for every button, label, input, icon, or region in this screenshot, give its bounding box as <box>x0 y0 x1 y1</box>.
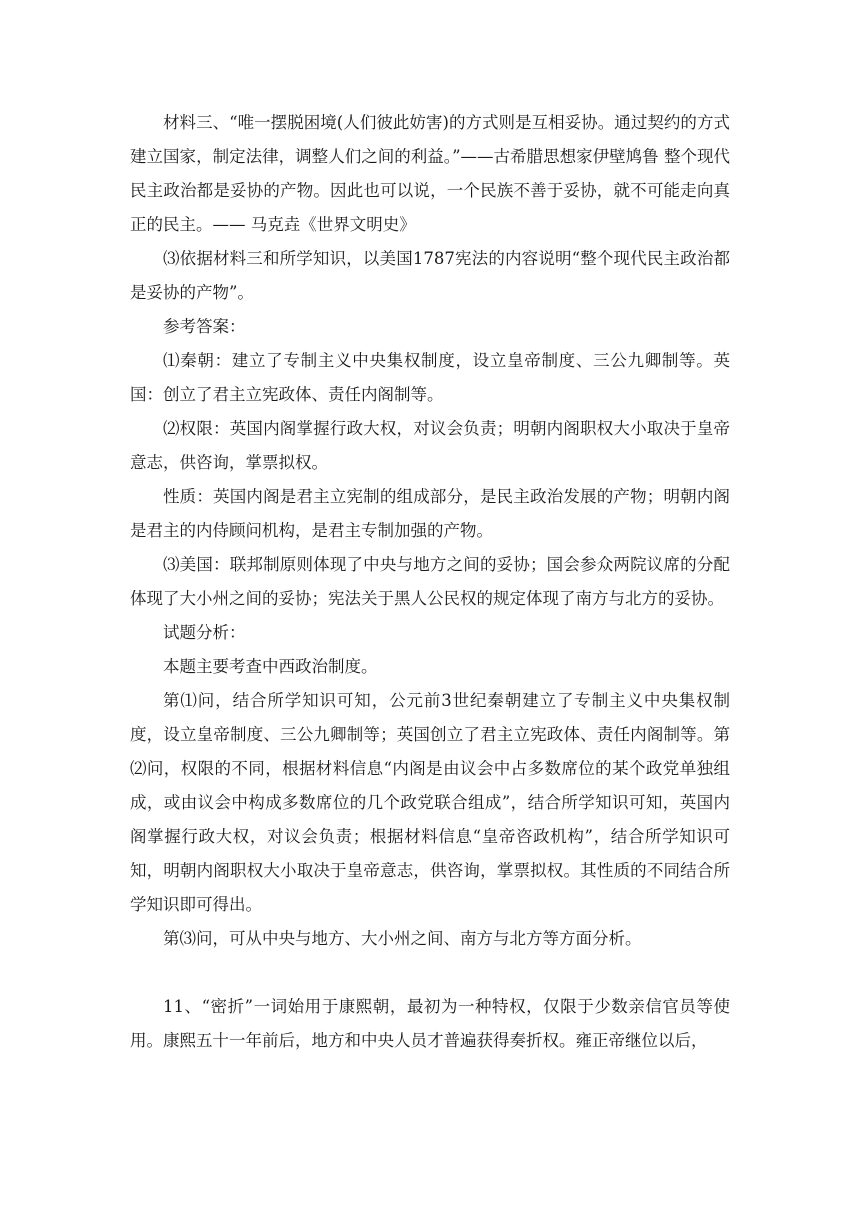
analysis-intro-paragraph: 本题主要考查中西政治制度。 <box>163 657 378 676</box>
analysis-body-paragraph: 第⑴问，结合所学知识可知，公元前3世纪秦朝建立了专制主义中央集权制度，设立皇帝制度、三公九卿制等；英国创立了君主立宪政体、责任内阁制等。第⑵问，权限的不同，根据材料信息“内阁是由议会中占多数席位的某个政党单独组成，或由议会中构成多数席位的几个政党联合组成”，结合所学知识可知，英国内阁掌握行政大权，对议会负责；根据材料信息“皇帝咨政机构”，结合所学知识可知，明朝内阁职权大小取决于皇帝意志，供咨询，掌票拟权。其性质的不同结合所学知识即可得出。 <box>130 691 730 914</box>
answer-two-nature-paragraph: 性质：英国内阁是君主立宪制的组成部分，是民主政治发展的产物；明朝内阁是君主的内侍顾问机构，是君主专制加强的产物。 <box>130 487 730 540</box>
analysis-question-three-paragraph: 第⑶问，可从中央与地方、大小州之间、南方与北方等方面分析。 <box>163 929 642 948</box>
answer-two-authority-paragraph: ⑵权限：英国内阁掌握行政大权，对议会负责；明朝内阁职权大小取决于皇帝意志，供咨询，掌票拟权。 <box>130 419 730 472</box>
document-body <box>130 106 730 1058</box>
analysis-heading: 试题分析： <box>163 623 246 642</box>
reference-answer-heading: 参考答案： <box>163 317 246 336</box>
material-three-paragraph: 材料三、“唯一摆脱困境(人们彼此妨害)的方式则是互相妥协。通过契约的方式建立国家，制定法律，调整人们之间的利益。”——古希腊思想家伊壁鸠鲁 整个现代民主政治都是妥协的产物。因此也可以说，一个民族不善于妥协，就不可能走向真正的民主。—— 马克垚《世界文明史》 <box>130 113 730 234</box>
question-three-paragraph: ⑶依据材料三和所学知识，以美国1787宪法的内容说明“整个现代民主政治都是妥协的产物”。 <box>130 249 730 302</box>
question-eleven-paragraph: 11、“密折”一词始用于康熙朝，最初为一种特权，仅限于少数亲信官员等使用。康熙五十一年前后，地方和中央人员才普遍获得奏折权。雍正帝继位以后， <box>130 997 730 1050</box>
answer-three-paragraph: ⑶美国：联邦制原则体现了中央与地方之间的妥协；国会参众两院议席的分配体现了大小州之间的妥协；宪法关于黑人公民权的规定体现了南方与北方的妥协。 <box>130 555 730 608</box>
answer-one-paragraph: ⑴秦朝：建立了专制主义中央集权制度，设立皇帝制度、三公九卿制等。英国：创立了君主立宪政体、责任内阁制等。 <box>130 351 730 404</box>
